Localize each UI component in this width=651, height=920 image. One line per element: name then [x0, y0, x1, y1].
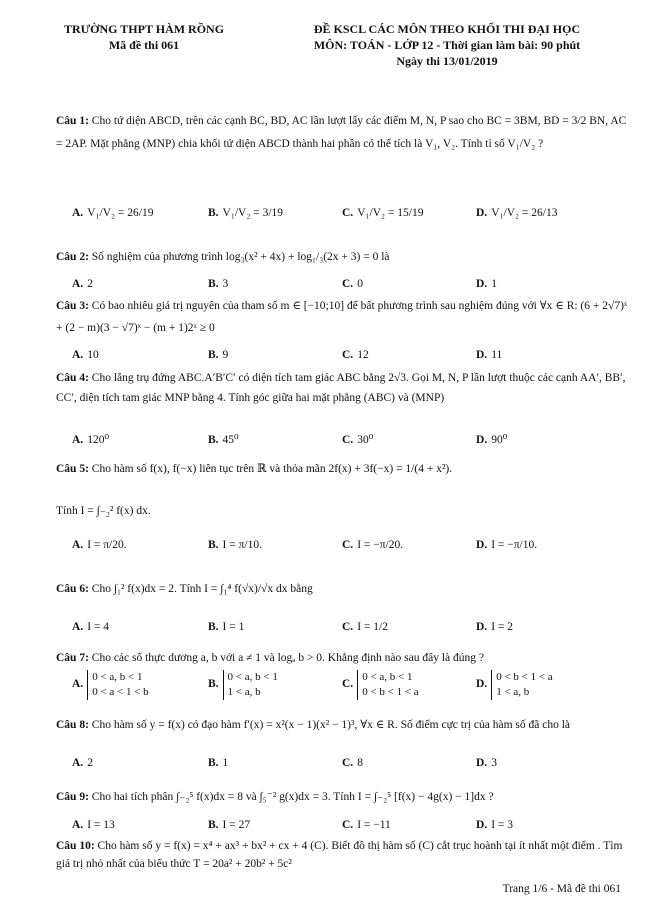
option-b[interactable]: 3	[222, 278, 229, 290]
exam-code: Mã đề thi 061	[108, 38, 180, 52]
option-b[interactable]: 1	[222, 757, 229, 769]
option-a[interactable]: I = π/20.	[87, 539, 127, 551]
question-6	[56, 582, 628, 596]
option-c[interactable]: 30⁰	[357, 434, 374, 446]
question-label: Câu 6:	[56, 583, 89, 595]
question-label: Câu 9:	[56, 791, 89, 803]
question-text: Cho các số thực dương a, b với a ≠ 1 và logₐ b > 0. Khẳng định nào sau đây là đúng ?	[91, 652, 484, 664]
option-b[interactable]: 45⁰	[222, 434, 239, 446]
exam-subject: MÔN: TOÁN - LỚP 12 - Thời gian làm bài: 90 phút	[313, 38, 581, 52]
option-d[interactable]: 0 < b < 1 < a 1 < a, b	[491, 670, 553, 700]
exam-date: Ngày thi 13/01/2019	[396, 54, 498, 68]
options-4: A. 120⁰ B. 45⁰ C. 30⁰ D. 90⁰	[72, 434, 508, 446]
option-d[interactable]: 90⁰	[491, 434, 508, 446]
option-b[interactable]: I = 1	[222, 621, 245, 633]
question-text: Cho tứ diện ABCD, trên các cạnh BC, BD, AC lần lượt lấy các điểm M, N, P sao cho BC = 3BM, BD = 3/2 BN, AC = 2AP. Mặt phẳng (MNP) chia khối tứ diện ABCD thành hai phần có thể tích là V₁, V₂. Tính tỉ số V₁/V₂ ?	[56, 115, 627, 150]
question-text: Cho hàm số y = f(x) = x⁴ + ax³ + bx² + cx + 4 (C). Biết đồ thị hàm số (C) cắt trục hoành tại ít nhất một điểm . Tìm giá trị nhỏ nhất của biểu thức T = 20a² + 20b² + 5c²	[56, 840, 623, 870]
school-name: TRƯỜNG THPT HÀM RỒNG	[63, 22, 225, 36]
option-d[interactable]: I = 2	[491, 621, 514, 633]
question-text: Cho ∫₁² f(x)dx = 2. Tính I = ∫₁⁴ f(√x)/√x dx bằng	[91, 583, 313, 595]
options-9: A. I = 13 B. I = 27 C. I = −11 D. I = 3	[72, 819, 514, 831]
option-a[interactable]: I = 4	[87, 621, 110, 633]
options-7: A. 0 < a, b < 1 0 < a < 1 < b B. 0 < a, b < 1 1 < a, b C. 0 < a, b < 1 0 < b < 1 < a D. 0 < b < 1 < a 1 < a, b	[72, 671, 553, 698]
option-c[interactable]: 12	[357, 349, 369, 361]
option-d[interactable]: V₁/V₂ = 26/13	[491, 207, 558, 219]
options-5: A. I = π/20. B. I = π/10. C. I = −π/20. D. I = −π/10.	[72, 539, 538, 551]
option-d[interactable]: 11	[491, 349, 503, 361]
question-label: Câu 10:	[56, 840, 95, 852]
question-label: Câu 2:	[56, 251, 89, 263]
question-label: Câu 5:	[56, 463, 89, 475]
question-text: Cho hàm số f(x), f(−x) liên tục trên ℝ và thỏa mãn 2f(x) + 3f(−x) = 1/(4 + x²).	[91, 463, 453, 475]
option-b[interactable]: 0 < a, b < 1 1 < a, b	[223, 670, 278, 700]
option-c[interactable]: 0 < a, b < 1 0 < b < 1 < a	[357, 670, 419, 700]
option-d[interactable]: 1	[491, 278, 497, 290]
question-10	[56, 838, 628, 874]
options-1: A. V₁/V₂ = 26/19 B. V₁/V₂ = 3/19 C. V₁/V₂ = 15/19 D. V₁/V₂ = 26/13	[72, 207, 558, 219]
question-4	[56, 368, 628, 408]
option-b[interactable]: I = π/10.	[222, 539, 262, 551]
option-a[interactable]: I = 13	[87, 819, 115, 831]
question-label: Câu 4:	[56, 372, 89, 384]
question-label: Câu 7:	[56, 652, 89, 664]
question-text: Số nghiệm của phương trình log₃(x² + 4x) + log₁/₃(2x + 3) = 0 là	[91, 251, 390, 263]
question-8	[56, 717, 628, 735]
option-c[interactable]: 0	[357, 278, 363, 290]
option-a[interactable]: V₁/V₂ = 26/19	[87, 207, 154, 219]
options-2: A. 2 B. 3 C. 0 D. 1	[72, 278, 497, 290]
option-c[interactable]: I = 1/2	[357, 621, 388, 633]
option-b[interactable]: 9	[222, 349, 229, 361]
question-1	[56, 110, 628, 156]
question-text: Cho hàm số y = f(x) có đạo hàm f′(x) = x²(x − 1)(x² − 1)³, ∀x ∈ R. Số điểm cực trị của hàm số đã cho là	[91, 719, 570, 731]
option-d[interactable]: I = −π/10.	[491, 539, 538, 551]
options-8: A. 2 B. 1 C. 8 D. 3	[72, 757, 497, 769]
question-text: Cho hai tích phân ∫₋₂⁵ f(x)dx = 8 và ∫₅⁻² g(x)dx = 3. Tính I = ∫₋₂⁵ [f(x) − 4g(x) − 1]dx ?	[91, 791, 494, 803]
option-a[interactable]: 2	[87, 278, 93, 290]
question-label: Câu 1:	[56, 115, 89, 127]
option-a[interactable]: 120⁰	[87, 434, 110, 446]
question-5-line2: Tính I = ∫₋₂² f(x) dx.	[56, 505, 151, 517]
exam-title: ĐỀ KSCL CÁC MÔN THEO KHỐI THI ĐẠI HỌC	[313, 22, 581, 36]
options-6: A. I = 4 B. I = 1 C. I = 1/2 D. I = 2	[72, 621, 514, 633]
question-9	[56, 790, 628, 804]
question-7	[56, 651, 628, 665]
option-c[interactable]: I = −π/20.	[357, 539, 404, 551]
option-a[interactable]: 2	[87, 757, 93, 769]
question-5	[56, 462, 628, 476]
option-c[interactable]: V₁/V₂ = 15/19	[357, 207, 424, 219]
option-c[interactable]: I = −11	[357, 819, 391, 831]
option-a[interactable]: 10	[87, 349, 99, 361]
option-d[interactable]: 3	[491, 757, 497, 769]
page-footer: Trang 1/6 - Mã đề thi 061	[502, 883, 621, 895]
question-text: Cho lăng trụ đứng ABC.A′B′C′ có diện tích tam giác ABC bằng 2√3. Gọi M, N, P lần lượt thuộc các cạnh AA′, BB′, CC′, diện tích tam giác MNP bằng 4. Tính góc giữa hai mặt phẳng (ABC) và (MNP)	[56, 372, 626, 405]
option-d[interactable]: I = 3	[491, 819, 514, 831]
option-a[interactable]: 0 < a, b < 1 0 < a < 1 < b	[87, 670, 149, 700]
option-b[interactable]: V₁/V₂ = 3/19	[222, 207, 284, 219]
options-3: A. 10 B. 9 C. 12 D. 11	[72, 349, 503, 361]
question-label: Câu 3:	[56, 300, 89, 312]
question-3	[56, 296, 628, 340]
question-text: Có bao nhiêu giá trị nguyên của tham số m ∈ [−10;10] để bất phương trình sau nghiệm đúng với ∀x ∈ R: (6 + 2√7)ˣ + (2 − m)(3 − √7)ˣ − (m + 1)2ˣ ≥ 0	[56, 300, 628, 334]
question-label: Câu 8:	[56, 719, 89, 731]
option-c[interactable]: 8	[357, 757, 363, 769]
option-b[interactable]: I = 27	[222, 819, 251, 831]
question-2	[56, 250, 628, 264]
